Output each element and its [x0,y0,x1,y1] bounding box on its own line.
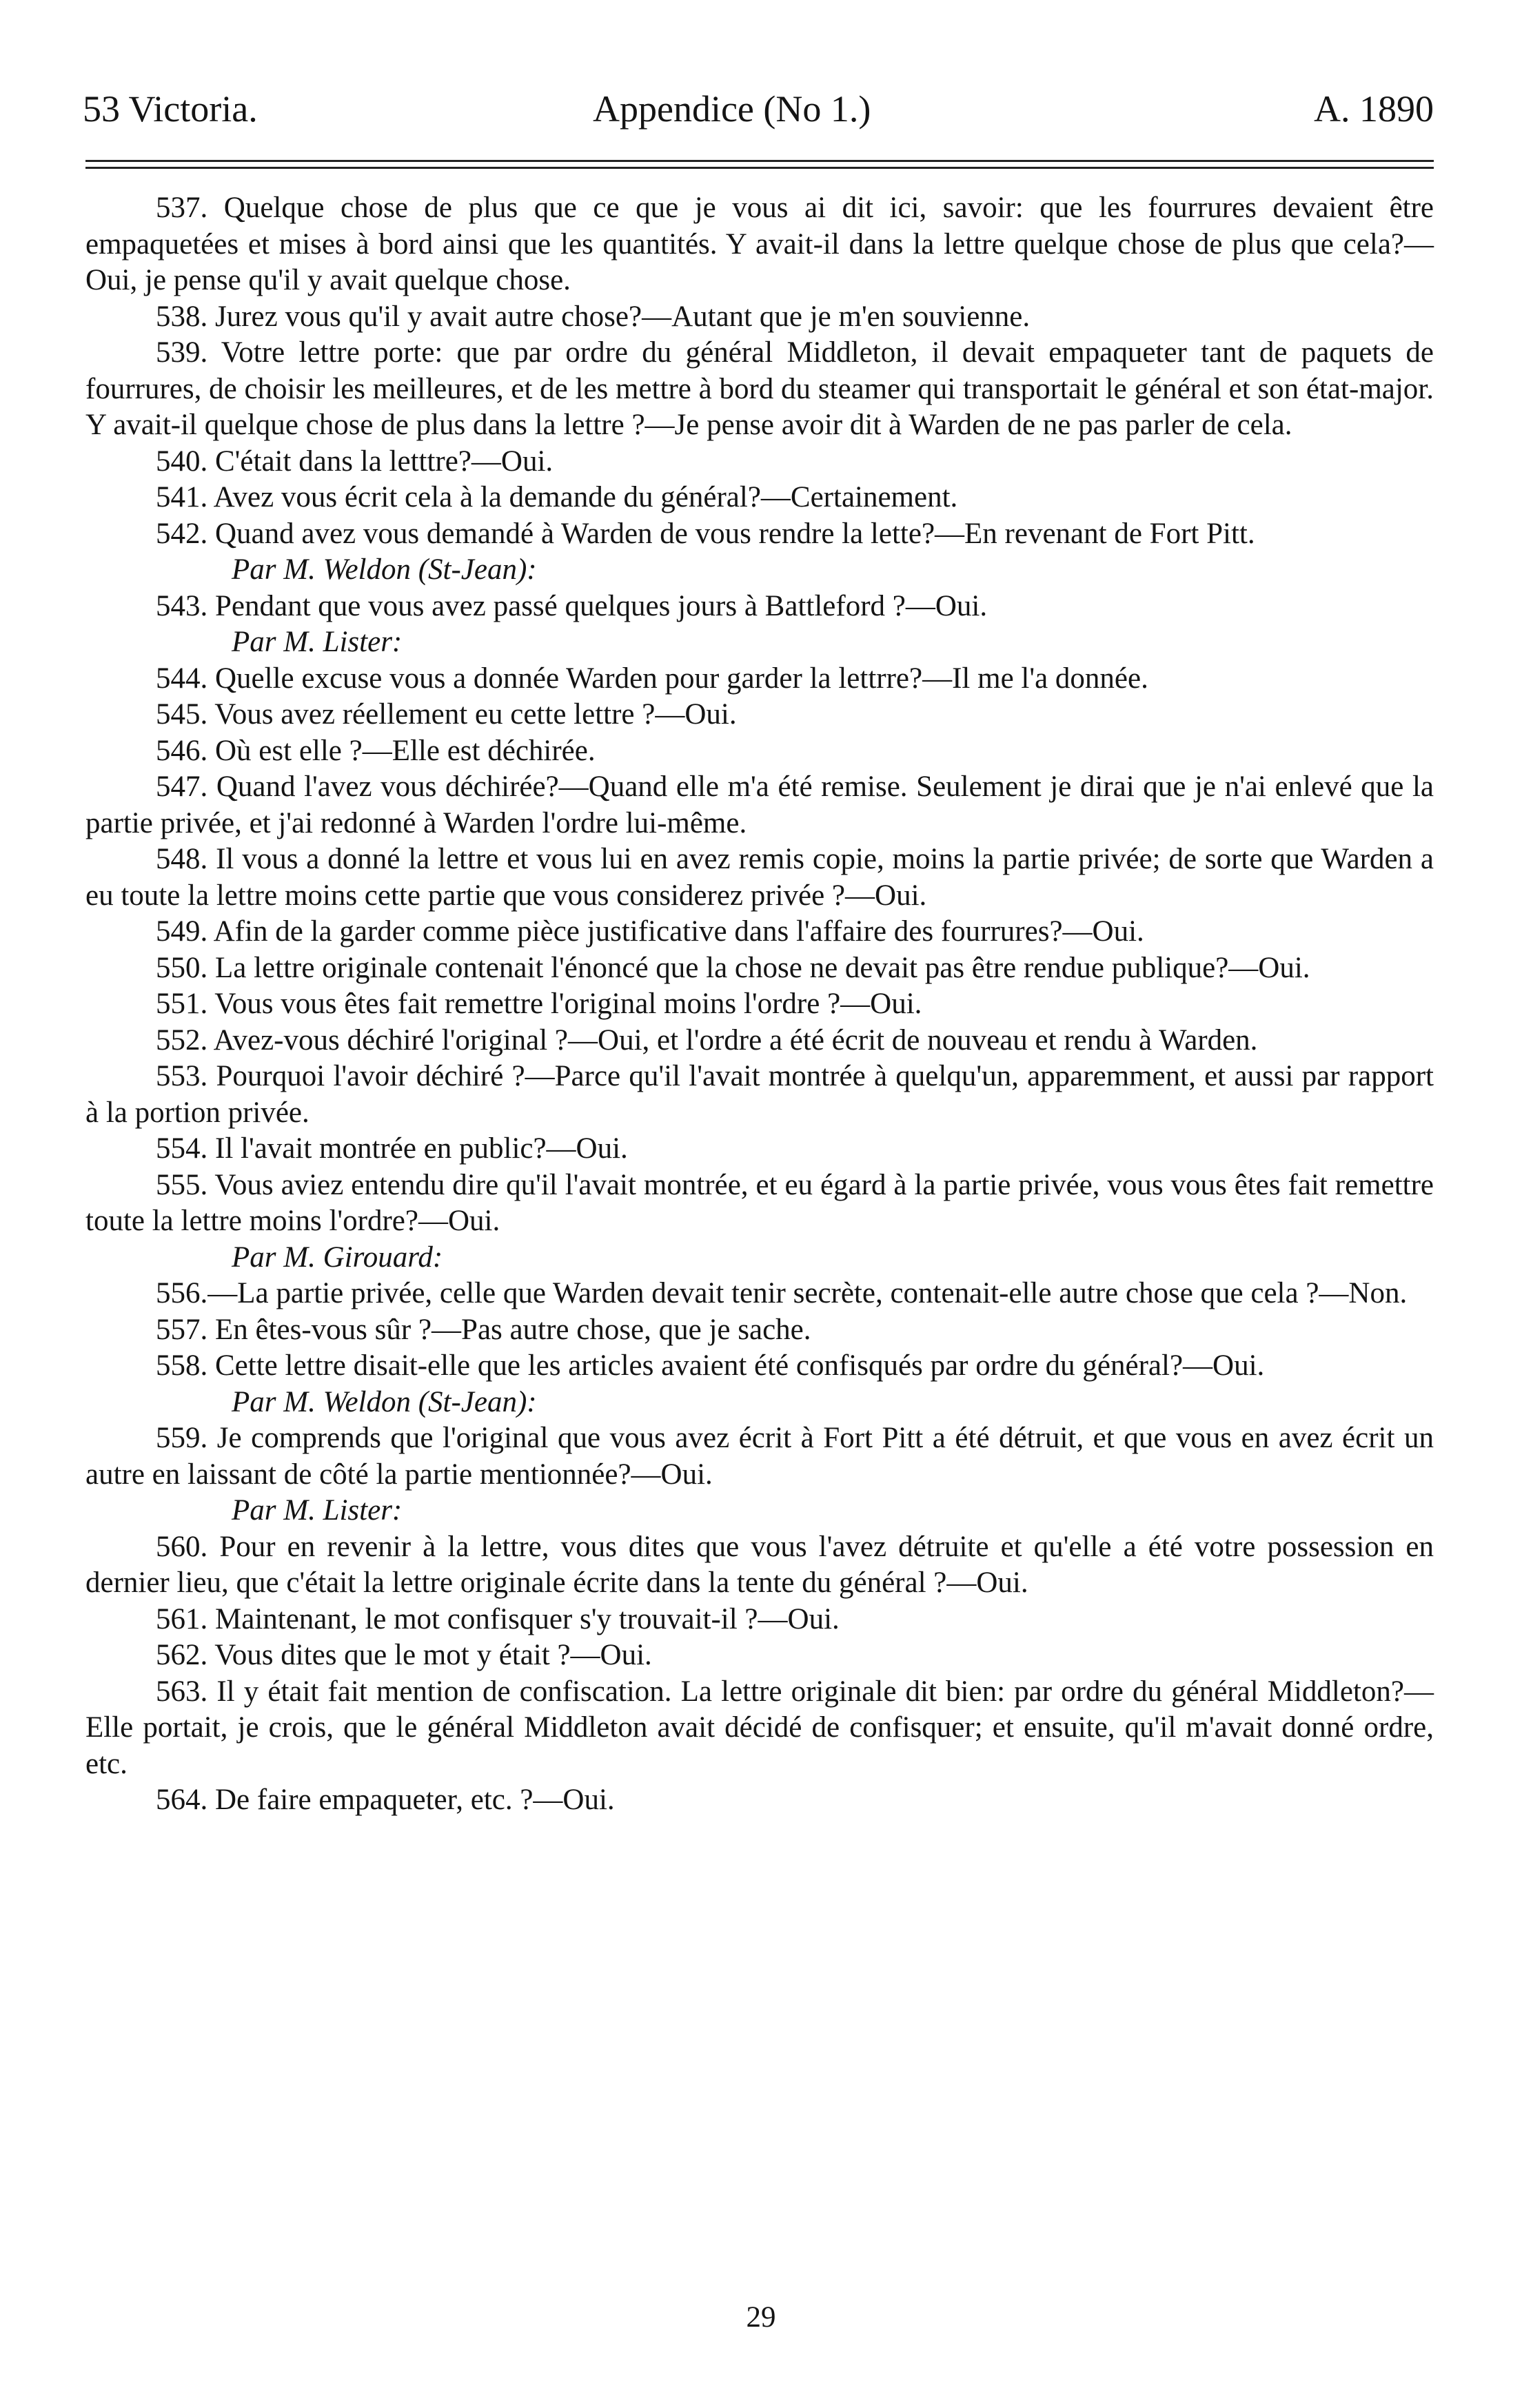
question-answer: 537. Quelque chose de plus que ce que je vous ai dit ici, savoir: que les fourrures devaient être empaquetées et mises à bord ainsi que les quantités. Y avait-il dans la lettre quelque chose de plus que cela?—Oui, je pense qu'il y avait quelque chose. [85,192,1434,296]
question-answer: 559. Je comprends que l'original que vous avez écrit à Fort Pitt a été détruit, et que vous en avez écrit un autre en laissant de côté la partie mentionnée?—Oui. [85,1422,1434,1491]
running-header [83,81,1434,136]
question-answer: 554. Il l'avait montrée en public?—Oui. [156,1132,628,1165]
question-answer: 538. Jurez vous qu'il y avait autre chose?—Autant que je m'en souvienne. [156,300,1031,333]
question-answer: 542. Quand avez vous demandé à Warden de vous rendre la lette?—En revenant de Fort Pitt. [156,517,1255,550]
header-rule-bottom [85,167,1434,169]
speaker-heading: Par M. Lister: [232,1494,403,1527]
header-rule-top [85,160,1434,162]
question-answer: 562. Vous dites que le mot y était ?—Oui. [156,1639,652,1671]
question-answer: 552. Avez-vous déchiré l'original ?—Oui, et l'ordre a été écrit de nouveau et rendu à Warden. [156,1023,1258,1057]
header-session: 53 Victoria. [83,88,258,130]
testimony-body [85,190,1434,1819]
question-answer: 561. Maintenant, le mot confisquer s'y trouvait-il ?—Oui. [156,1602,840,1635]
question-answer: 540. C'était dans la letttre?—Oui. [156,445,554,478]
question-answer: 543. Pendant que vous avez passé quelques jours à Battleford ?—Oui. [156,589,988,622]
question-answer: 541. Avez vous écrit cela à la demande du général?—Certainement. [156,481,958,513]
question-answer: 558. Cette lettre disait-elle que les articles avaient été confisqués par ordre du général?—Oui. [156,1349,1265,1382]
question-answer: 549. Afin de la garder comme pièce justificative dans l'affaire des fourrures?—Oui. [156,915,1144,948]
speaker-heading: Par M. Lister: [232,626,403,658]
question-answer: 563. Il y était fait mention de confiscation. La lettre originale dit bien: par ordre du général Middleton?—Elle portait, je crois, que le général Middleton avait décidé de confisquer; et ensuite, qu'il m'avait donné ordre, etc. [85,1675,1434,1780]
question-answer: 550. La lettre originale contenait l'énoncé que la chose ne devait pas être rendue publique?—Oui. [156,951,1310,984]
question-answer: 539. Votre lettre porte: que par ordre du général Middleton, il devait empaqueter tant de paquets de fourrures, de choisir les meilleures, et de les mettre à bord du steamer qui transportait le général et son état-major. Y avait-il quelque chose de plus dans la lettre ?—Je pense avoir dit à Warden de ne pas parler de cela. [85,336,1434,441]
question-answer: 553. Pourquoi l'avoir déchiré ?—Parce qu'il l'avait montrée à quelqu'un, apparemment, et aussi par rapport à la portion privée. [85,1060,1434,1129]
question-answer: 545. Vous avez réellement eu cette lettre ?—Oui. [156,698,737,731]
speaker-heading: Par M. Girouard: [232,1241,443,1274]
header-appendix: Appendice (No 1.) [593,88,871,130]
question-answer: 547. Quand l'avez vous déchirée?—Quand elle m'a été remise. Seulement je dirai que je n'ai enlevé que la partie privée, et j'ai redonné à Warden l'ordre lui-même. [85,771,1434,839]
question-answer: 560. Pour en revenir à la lettre, vous dites que vous l'avez détruite et qu'elle a été votre possession en dernier lieu, que c'était la lettre originale écrite dans la tente du général ?—Oui. [85,1530,1434,1599]
question-answer: 555. Vous aviez entendu dire qu'il l'avait montrée, et eu égard à la partie privée, vous vous êtes fait remettre toute la lettre moins l'ordre?—Oui. [85,1168,1434,1237]
speaker-heading: Par M. Weldon (St-Jean): [232,553,537,586]
header-year: A. 1890 [1314,88,1434,130]
question-answer: 556.—La partie privée, celle que Warden devait tenir secrète, contenait-elle autre chose que cela ?—Non. [156,1277,1408,1309]
question-answer: 564. De faire empaqueter, etc. ?—Oui. [156,1784,615,1816]
question-answer: 551. Vous vous êtes fait remettre l'original moins l'ordre ?—Oui. [156,988,922,1020]
question-answer: 546. Où est elle ?—Elle est déchirée. [156,734,596,767]
question-answer: 548. Il vous a donné la lettre et vous lui en avez remis copie, moins la partie privée; de sorte que Warden a eu toute la lettre moins cette partie que vous considerez privée ?—Oui. [85,843,1434,912]
speaker-heading: Par M. Weldon (St-Jean): [232,1385,537,1418]
page-number: 29 [746,2301,776,2334]
question-answer: 557. En êtes-vous sûr ?—Pas autre chose, que je sache. [156,1313,811,1346]
question-answer: 544. Quelle excuse vous a donnée Warden pour garder la lettrre?—Il me l'a donnée. [156,662,1148,695]
